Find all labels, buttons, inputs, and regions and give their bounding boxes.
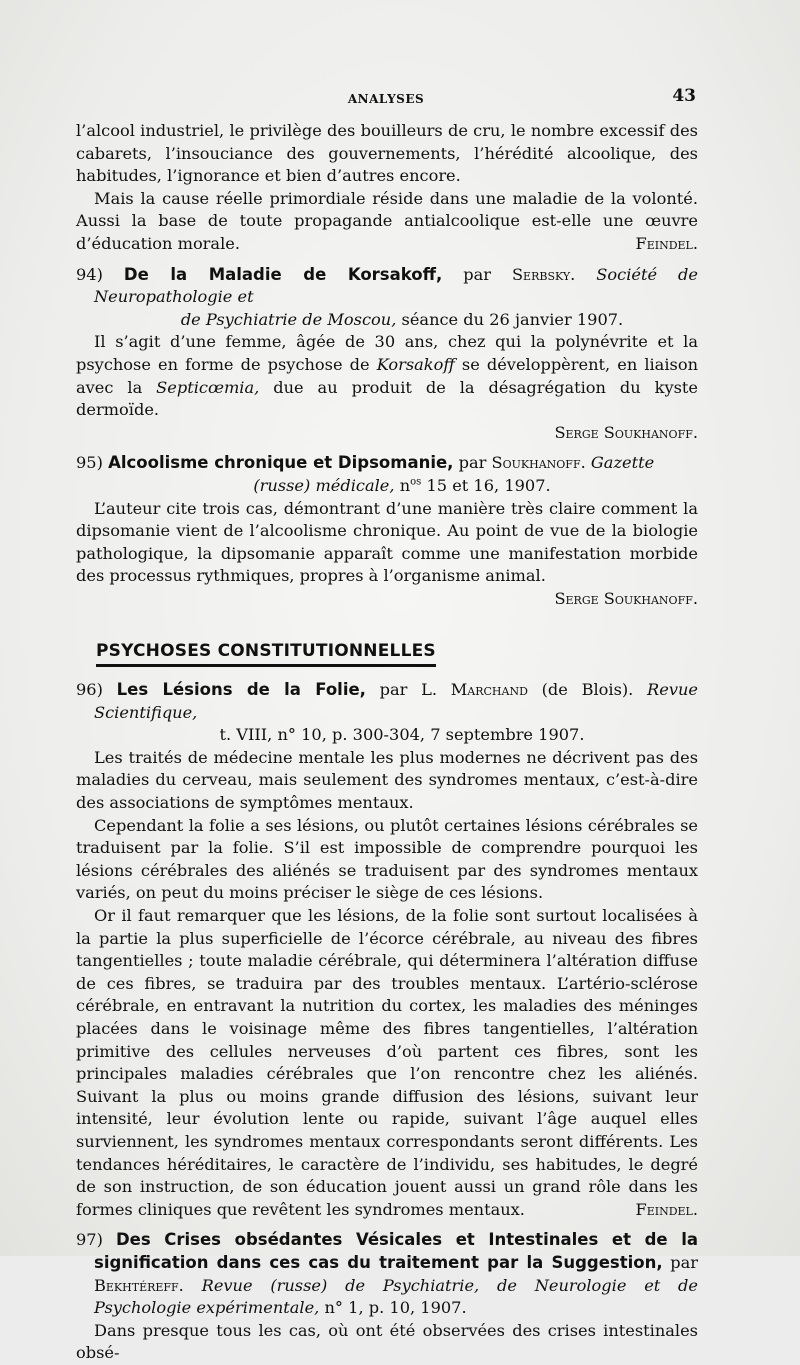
running-head — [76, 86, 696, 114]
review-95-number: 95) — [76, 453, 103, 473]
review-94-date: séance du 26 janvier 1907. — [401, 309, 624, 329]
review-95-author: Soukhanoff. — [491, 453, 586, 473]
review-95-by: par — [458, 453, 487, 473]
review-94-septicoemia: Septicœmia, — [156, 377, 260, 397]
review-95-title: Alcoolisme chronique et Dipsomanie, — [108, 453, 454, 473]
review-94-number: 94) — [76, 264, 103, 284]
review-97-details: n° 1, p. 10, 1907. — [324, 1298, 467, 1318]
review-97-by: par — [670, 1252, 698, 1272]
review-96-by: par L. — [379, 680, 437, 700]
review-96-number: 96) — [76, 680, 103, 700]
review-94-journal: Société de Neuropathologie et — [94, 264, 698, 307]
review-95-journal: Gazette — [590, 453, 655, 473]
review-96-citation: t. VIII, n° 10, p. 300-304, 7 septembre 1907. — [219, 725, 585, 745]
review-94-author: Serbsky. — [511, 264, 576, 284]
intro-paragraph-2 — [76, 188, 698, 256]
review-96-title: Les Lésions de la Folie, — [116, 680, 366, 700]
review-96-heading — [76, 679, 698, 724]
review-95-nos-sup: os — [410, 476, 422, 488]
review-94-citation — [76, 309, 698, 332]
review-97-body: Dans presque tous les cas, où ont été observées des crises intestinales obsé- — [76, 1320, 698, 1363]
review-95-text: L’auteur cite trois cas, démontrant d’une manière très claire comment la dipsomanie vient de l’alcoolisme chronique. Au point de vue de la biologie pathologique, la dipsomanie apparaît comme une manifestation morbide des processus rythmiques, propres à l’organisme animal. — [76, 498, 698, 586]
review-94-journal-cont: de Psychiatrie de Moscou, — [180, 309, 397, 329]
review-96-place: (de Blois). — [541, 680, 634, 700]
review-94-heading — [76, 264, 698, 309]
review-97-heading — [76, 1229, 698, 1319]
review-95-citation — [76, 475, 698, 498]
review-94-body — [76, 331, 698, 421]
review-96-author: Marchand — [450, 680, 528, 700]
review-97-author: Bekhtéreff. — [94, 1275, 184, 1295]
signature-soukhanoff-1: Serge Soukhanoff. — [554, 422, 698, 442]
review-96-paragraph-1: Les traités de médecine mentale les plus modernes ne décrivent pas des maladies du cerveau, mais seulement des syndromes mentaux, c’est-à-dire des associations de symptômes mentaux. — [76, 747, 698, 813]
review-95-issue: 15 et 16, 1907. — [426, 475, 551, 495]
review-97 — [76, 1229, 698, 1365]
review-96-journal: Revue Scientifique, — [94, 680, 698, 722]
review-95 — [76, 452, 698, 610]
review-94-by: par — [463, 264, 491, 284]
page-content — [76, 120, 698, 1365]
review-95-journal-cont: (russe) médicale, — [253, 475, 395, 495]
review-94 — [76, 264, 698, 445]
signature-feindel-2: Feindel. — [635, 1199, 698, 1219]
review-97-number: 97) — [76, 1230, 103, 1250]
review-94-korsakoff: Korsakoff — [376, 354, 455, 374]
review-94-text-b: se développèrent, en liaison avec la — [76, 354, 698, 397]
section-heading-wrap — [76, 640, 698, 667]
section-heading: PSYCHOSES CONSTITUTIONNELLES — [96, 640, 436, 667]
review-96-paragraph-2: Cependant la folie a ses lésions, ou plutôt certaines lésions cérébrales se traduisent par la folie. S’il est impossible de comprendre pourquoi les lésions cérébrales des aliénés se traduisent par des syndromes mentaux variés, on peut du moins préciser le siège de ces lésions. — [76, 815, 698, 903]
intro-text-2: Mais la cause réelle primordiale réside dans une maladie de la volonté. Aussi la base de toute propagande antialcoolique est-elle une œuvre d’éducation morale. — [76, 188, 698, 253]
review-95-heading — [76, 452, 698, 475]
review-95-nos: n — [399, 475, 411, 495]
intro-paragraph: l’alcool industriel, le privilège des bouilleurs de cru, le nombre excessif des cabarets, l’insouciance des gouvernements, l’hérédité alcoolique, des habitudes, l’ignorance et bien d’autres encore. — [76, 121, 698, 186]
review-94-title: De la Maladie de Korsakoff, — [123, 264, 443, 284]
running-title: ANALYSES — [347, 92, 425, 106]
review-96-paragraph-3 — [76, 905, 698, 1221]
review-96 — [76, 679, 698, 1221]
review-94-text-c: due au produit de la désagrégation du kyste dermoïde. — [76, 377, 698, 420]
review-94-text-a: Il s’agit d’une femme, âgée de 30 ans, chez qui la polynévrite et la psychose en forme de psychose de — [76, 332, 698, 374]
page-number: 43 — [672, 86, 696, 106]
signature-feindel-1: Feindel. — [635, 233, 698, 253]
review-95-body — [76, 498, 698, 611]
review-97-journal: Revue (russe) de Psychiatrie, de Neurologie et de Psychologie expérimentale, — [94, 1275, 698, 1318]
signature-soukhanoff-2: Serge Soukhanoff. — [554, 588, 698, 608]
review-96-text-3: Or il faut remarquer que les lésions, de la folie sont surtout localisées à la partie la plus superficielle de l’écorce cérébrale, au niveau des fibres tangentielles ; toute maladie cérébrale, qui déterminera l’altération diffuse de ces fibres, se traduira par des troubles mentaux. L’artério-sclérose cérébrale, en entravant la nutrition du cortex, les maladies des méninges placées dans le voisinage même des fibres tangentielles, l’altération primitive des cellules nerveuses d’où partent ces fibres, sont les principales maladies cérébrales que l’on rencontre chez les aliénés. Suivant la plus ou moins grande diffusion des lésions, suivant leur intensité, leur évolution lente ou rapide, suivant l’âge auquel elles surviennent, les syndromes mentaux correspondants seront différents. Les tendances héréditaires, le caractère de l’individu, ses habitudes, le degré de son instruction, de son éducation jouent aussi un grand rôle dans les formes cliniques que revêtent les syndromes mentaux. — [76, 906, 698, 1219]
review-97-title: Des Crises obsédantes Vésicales et Intestinales et de la signification dans ces cas du traitement par la Suggestion, — [94, 1230, 698, 1272]
